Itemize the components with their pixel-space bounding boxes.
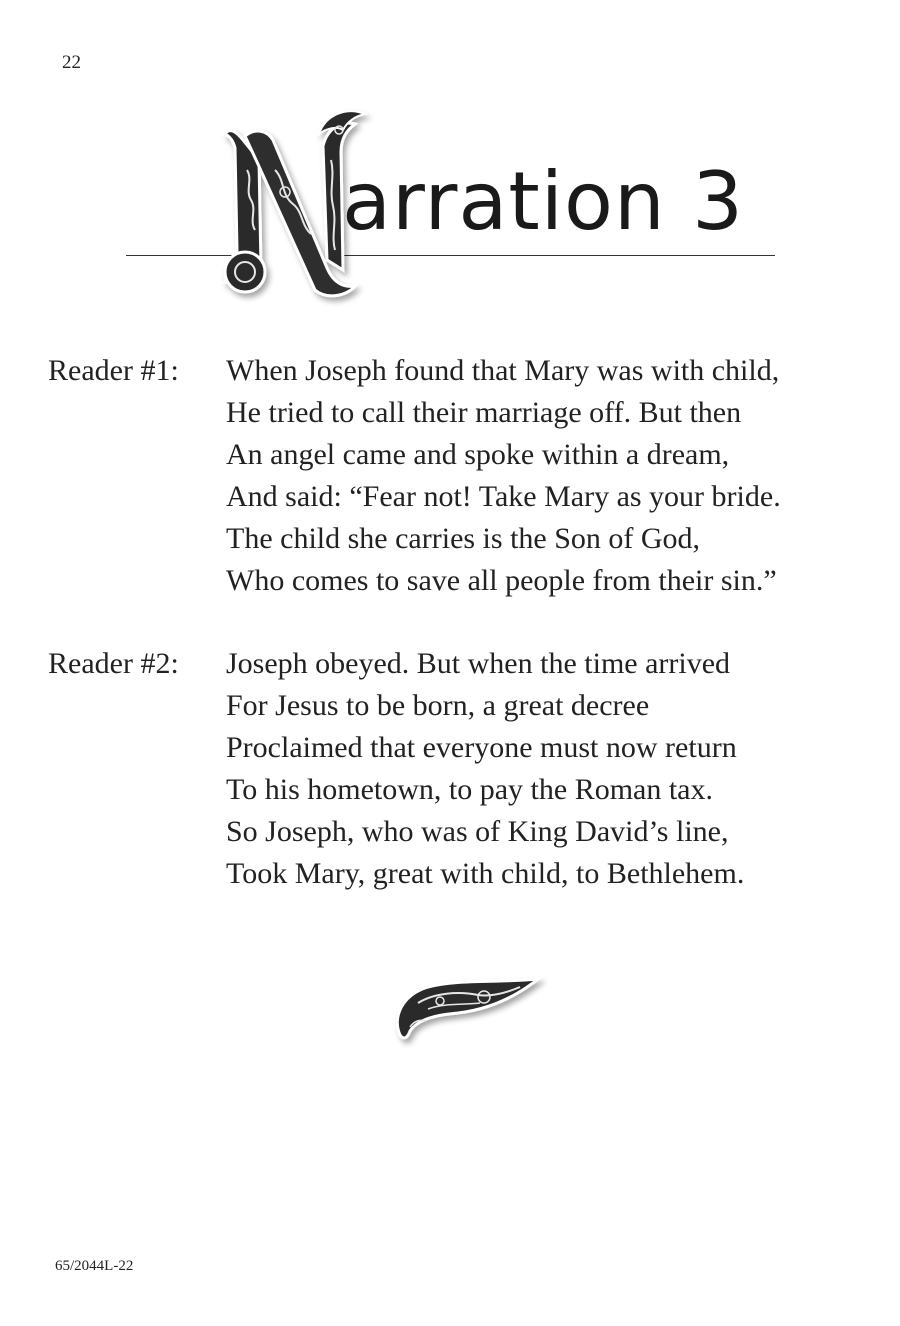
verse-block (226, 350, 781, 602)
reader-label: Reader #2: (48, 647, 179, 680)
verse-line: Proclaimed that everyone must now return (226, 731, 737, 764)
verse-line: To his hometown, to pay the Roman tax. (226, 773, 714, 806)
page-number: 22 (62, 52, 81, 73)
verse-line: An angel came and spoke within a dream, (226, 438, 730, 471)
title-rule-right (330, 255, 775, 256)
title-text: arration 3 (342, 155, 744, 248)
footer-catalog-code: 65/2044L-22 (55, 1258, 134, 1274)
verse-line: The child she carries is the Son of God, (226, 522, 701, 555)
reader-label: Reader #1: (48, 354, 179, 387)
verse-line: He tried to call their marriage off. But then (226, 396, 742, 429)
verse-line: For Jesus to be born, a great decree (226, 689, 650, 722)
verse-line: Who comes to save all people from their sin.” (226, 564, 777, 597)
verse-line: So Joseph, who was of King David’s line, (226, 815, 729, 848)
verse-line: And said: “Fear not! Take Mary as your bride. (226, 480, 781, 513)
verse-line: Took Mary, great with child, to Bethlehem. (226, 857, 745, 890)
verse-line: Joseph obeyed. But when the time arrived (226, 647, 731, 680)
chapter-title (120, 95, 780, 315)
ornamental-flourish-icon (388, 965, 548, 1055)
verse-block (226, 643, 744, 895)
verse-line: When Joseph found that Mary was with child, (226, 354, 780, 387)
